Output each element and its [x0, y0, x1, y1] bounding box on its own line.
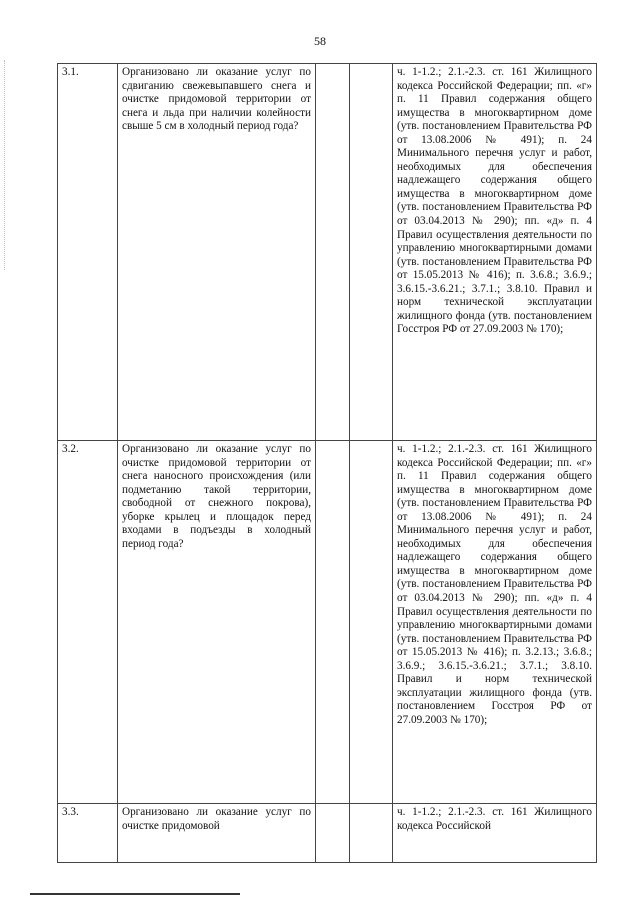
page-number: 58: [314, 34, 326, 48]
legal-reference: ч. 1-1.2.; 2.1.-2.3. ст. 161 Жилищного кодекса Российской Федерации; пп. «г» п. 11 Правил содержания общего имущества в многоквартирном доме (утв. постановлением Правительства РФ от 13.08.2006 № 491); п. 24 Минимального перечня услуг и работ, необходимых для обеспечения надлежащего содержания общего имущества в многоквартирном доме (утв. постановлением Правительства РФ от 03.04.2013 № 290); пп. «д» п. 4 Правил осуществления деятельности по управлению многоквартирными домами (утв. постановлением Правительства РФ от 15.05.2013 № 416); п. 3.2.13.; 3.6.8.; 3.6.9.; 3.6.15.-3.6.21.; 3.7.1.; 3.8.10. Правил и норм технической эксплуатации жилищного фонда (утв. постановлением Госстроя РФ от 27.09.2003 № 170);: [393, 441, 597, 804]
item-question: Организовано ли оказание услуг по очистке придомовой территории от снега наносного происхождения (или подметанию такой территории, свободной от снежного покрова), уборке крылец и площадок перед входами в подъезды в холодный период года?: [118, 441, 316, 804]
item-number: 3.2.: [58, 441, 118, 804]
item-number: 3.1.: [58, 64, 118, 441]
table-row: [58, 804, 597, 863]
table-row: [58, 441, 597, 804]
answer-cell-a: [316, 441, 350, 804]
item-number: 3.3.: [58, 804, 118, 863]
scan-margin-artifact: [4, 60, 8, 270]
checklist-table: [57, 63, 597, 863]
item-question: Организовано ли оказание услуг по очистке придомовой: [118, 804, 316, 863]
answer-cell-b: [350, 804, 393, 863]
answer-cell-b: [350, 64, 393, 441]
legal-reference: ч. 1-1.2.; 2.1.-2.3. ст. 161 Жилищного кодекса Российской Федерации; пп. «г» п. 11 Правил содержания общего имущества в многоквартирном доме (утв. постановлением Правительства РФ от 13.08.2006 № 491); п. 24 Минимального перечня услуг и работ, необходимых для обеспечения надлежащего содержания общего имущества в многоквартирном доме (утв. постановлением Правительства РФ от 03.04.2013 № 290); пп. «д» п. 4 Правил осуществления деятельности по управлению многоквартирными домами (утв. постановлением Правительства РФ от 15.05.2013 № 416); п. 3.6.8.; 3.6.9.; 3.6.15.-3.6.21.; 3.7.1.; 3.8.10. Правил и норм технической эксплуатации жилищного фонда (утв. постановлением Госстроя РФ от 27.09.2003 № 170);: [393, 64, 597, 441]
answer-cell-b: [350, 441, 393, 804]
scan-edge-artifact: [30, 893, 240, 895]
item-question: Организовано ли оказание услуг по сдвиганию свежевыпавшего снега и очистке придомовой территории от снега и льда при наличии колейности свыше 5 см в холодный период года?: [118, 64, 316, 441]
table-row: [58, 64, 597, 441]
answer-cell-a: [316, 64, 350, 441]
legal-reference: ч. 1-1.2.; 2.1.-2.3. ст. 161 Жилищного кодекса Российской: [393, 804, 597, 863]
answer-cell-a: [316, 804, 350, 863]
